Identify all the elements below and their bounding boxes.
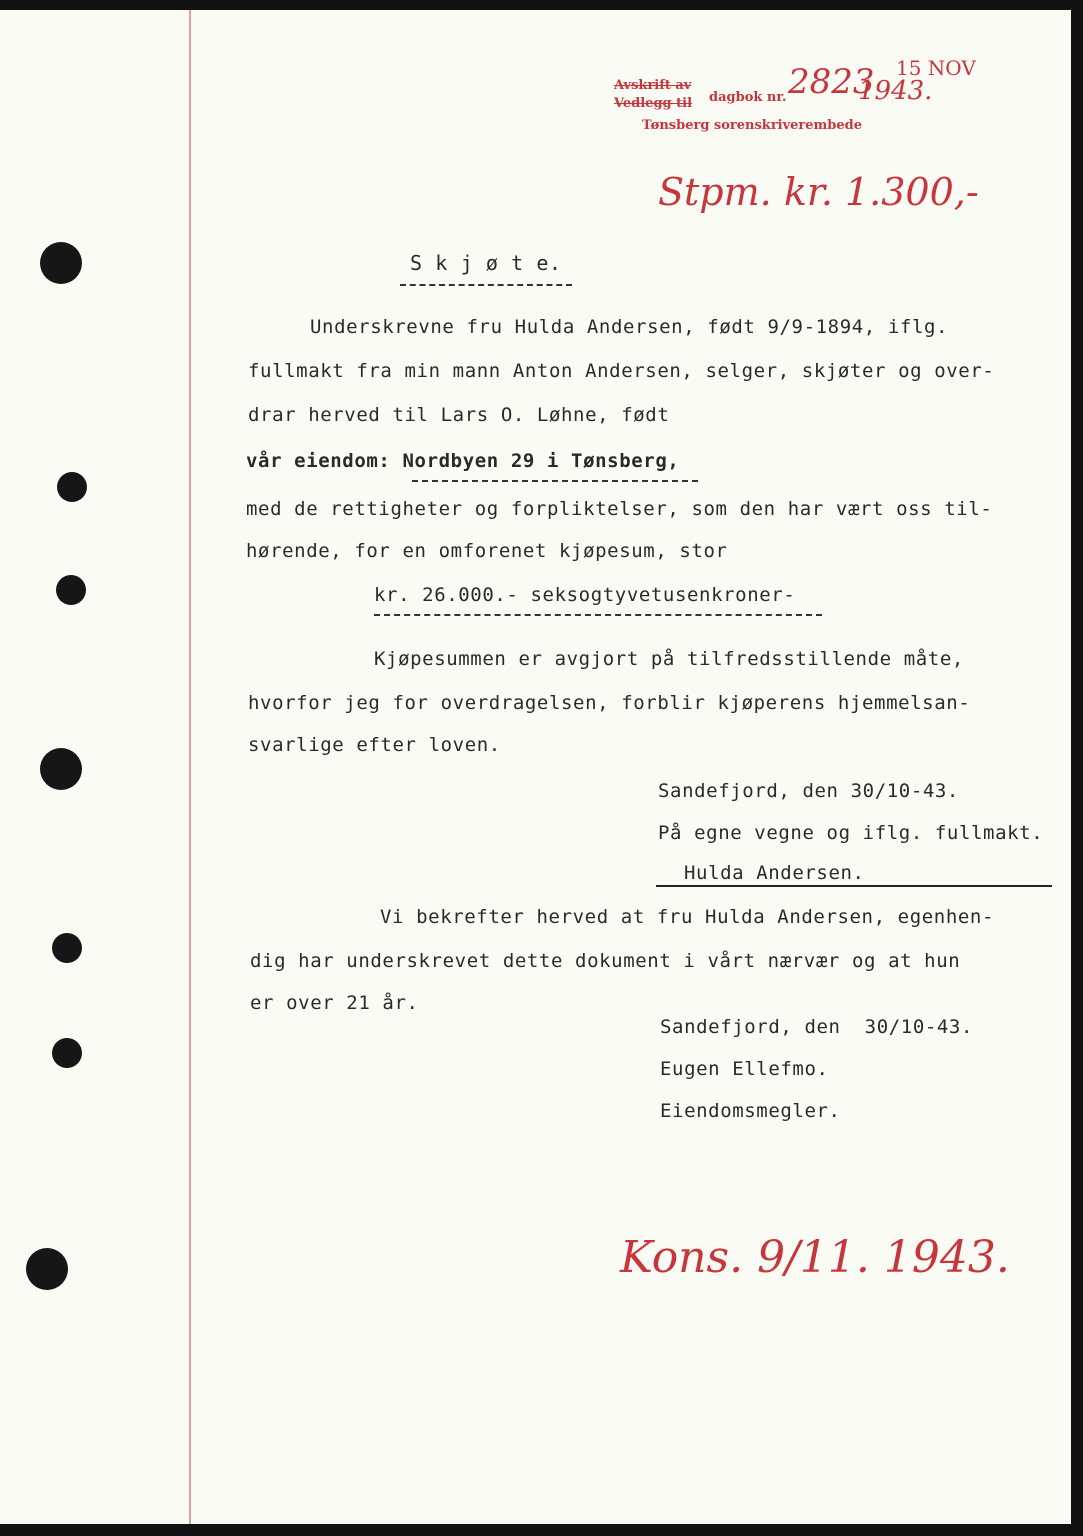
- stamp-vedlegg: Vedlegg til: [614, 96, 693, 111]
- stamp-duty-note: Stpm. kr. 1.300,-: [658, 170, 979, 214]
- price-line: kr. 26.000.- seksogtyvetusenkroner-: [374, 584, 796, 606]
- punch-hole: [40, 748, 82, 790]
- property-line: vår eiendom: Nordbyen 29 i Tønsberg,: [246, 450, 680, 472]
- body-line: hørende, for en omforenet kjøpesum, stor: [246, 540, 728, 562]
- scan-border-top: [0, 0, 1083, 10]
- scan-border-bottom: [0, 1524, 1083, 1536]
- stamp-year: 1943.: [858, 76, 933, 106]
- stamp-date: 15 NOV: [896, 56, 976, 80]
- seller-place-date: Sandefjord, den 30/10-43.: [658, 780, 959, 802]
- punch-hole: [26, 1248, 68, 1290]
- seller-name: Hulda Andersen.: [684, 862, 865, 884]
- stamp-avskrift: Avskrift av: [614, 78, 692, 93]
- punch-hole: [56, 575, 86, 605]
- witness-place-date: Sandefjord, den 30/10-43.: [660, 1016, 974, 1038]
- handwritten-kons-note: Kons. 9/11. 1943.: [620, 1232, 1010, 1283]
- body-line: Kjøpesummen er avgjort på tilfredsstillende måte,: [374, 648, 964, 670]
- punch-hole: [52, 1038, 82, 1068]
- signature-rule: [656, 885, 1052, 887]
- body-line: Underskrevne fru Hulda Andersen, født 9/9-1894, iflg.: [310, 316, 949, 338]
- stamp-dagbok: dagbok nr.: [709, 90, 787, 105]
- document-title: S k j ø t e.: [410, 251, 562, 275]
- scan-border-right: [1071, 0, 1083, 1536]
- title-underline: [400, 284, 572, 286]
- punch-hole: [57, 472, 87, 502]
- body-line: drar herved til Lars O. Løhne, født: [248, 404, 670, 426]
- witness-line: er over 21 år.: [250, 992, 419, 1014]
- witness-title: Eiendomsmegler.: [660, 1100, 841, 1122]
- witness-line: dig har underskrevet dette dokument i vårt nærvær og at hun: [250, 950, 961, 972]
- punch-hole: [52, 933, 82, 963]
- body-line: hvorfor jeg for overdragelsen, forblir kjøperens hjemmelsan-: [248, 692, 971, 714]
- stamp-number: 2823: [788, 62, 875, 102]
- property-underline: [412, 480, 698, 482]
- body-line: med de rettigheter og forpliktelser, som den har vært oss til-: [246, 498, 993, 520]
- witness-name: Eugen Ellefmo.: [660, 1058, 829, 1080]
- body-line: svarlige efter loven.: [248, 734, 501, 756]
- seller-capacity: På egne vegne og iflg. fullmakt.: [658, 822, 1044, 844]
- body-line: fullmakt fra min mann Anton Andersen, selger, skjøter og over-: [248, 360, 995, 382]
- price-underline: [374, 614, 822, 616]
- witness-line: Vi bekrefter herved at fru Hulda Andersen, egenhen-: [380, 906, 994, 928]
- margin-rule: [189, 10, 191, 1524]
- stamp-office: Tønsberg sorenskriverembede: [642, 118, 863, 133]
- punch-hole: [40, 242, 82, 284]
